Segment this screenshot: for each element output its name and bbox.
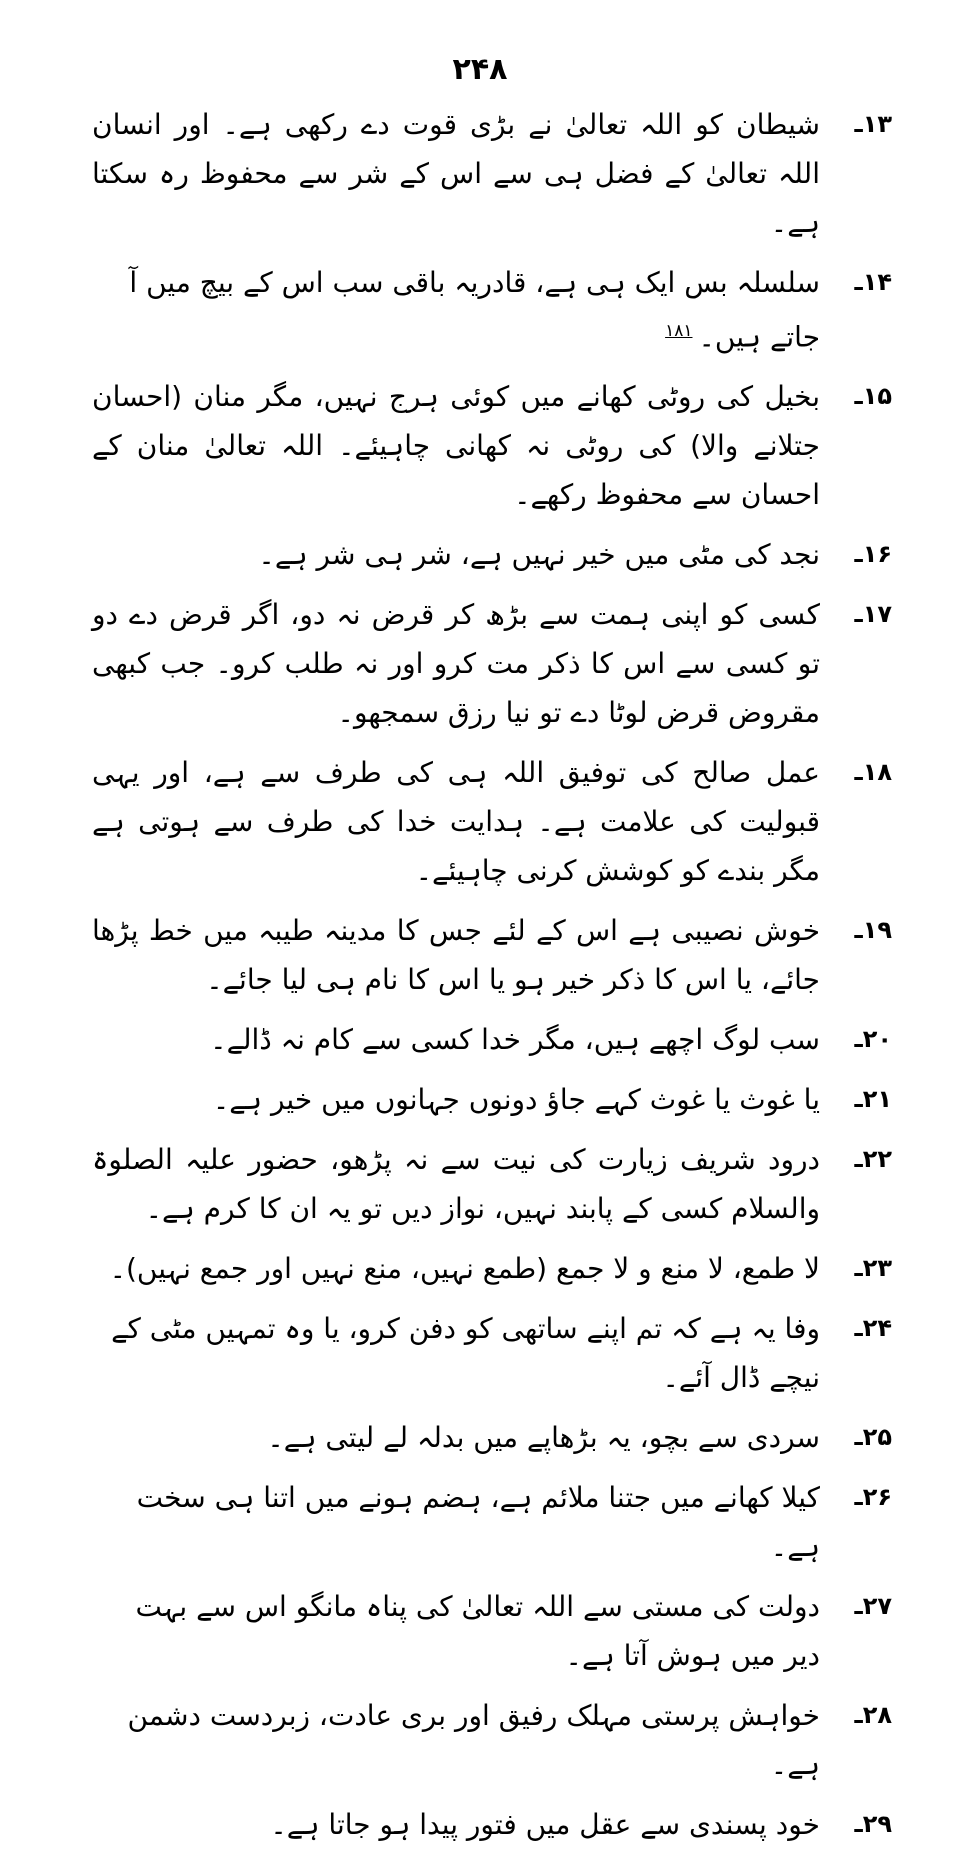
item-text: سلسلہ بس ایک ہی ہے، قادریہ باقی سب اس کے بیچ میں آ جاتے ہیں۔ <box>129 266 820 354</box>
item-text: شیطان کو اللہ تعالیٰ نے بڑی قوت دے رکھی ہے۔ اور انسان اللہ تعالیٰ کے فضل ہی سے اس کے شر سے محفوظ رہ سکتا ہے۔ <box>92 108 820 239</box>
item-number: ۲۶ـ <box>854 1483 892 1512</box>
item-text: سب لوگ اچھے ہیں، مگر خدا کسی سے کام نہ ڈالے۔ <box>210 1023 820 1057</box>
list-item <box>92 1473 892 1571</box>
list-item <box>92 1800 892 1849</box>
list-item <box>92 1691 892 1789</box>
item-number: ۱۹ـ <box>854 916 892 945</box>
sayings-list <box>92 100 892 1860</box>
item-number: ۲۰ـ <box>854 1025 892 1054</box>
page-number: ۲۴۸ <box>452 52 508 87</box>
item-text: کسی کو اپنی ہمت سے بڑھ کر قرض نہ دو، اگر قرض دے دو تو کسی سے اس کا ذکر مت کرو اور نہ طلب کرو۔ جب کبھی مقروض قرض لوٹا دے تو نیا رزق سمجھو۔ <box>92 598 820 730</box>
item-number: ۱۴ـ <box>854 268 892 296</box>
list-item <box>92 1304 892 1402</box>
list-item <box>92 100 892 247</box>
list-item <box>92 1075 892 1124</box>
item-text: لا طمع، لا منع و لا جمع (طمع نہیں، منع نہیں اور جمع نہیں)۔ <box>109 1252 820 1286</box>
item-number: ۱۶ـ <box>854 540 892 569</box>
list-item <box>92 1413 892 1462</box>
list-item <box>92 1015 892 1064</box>
item-number: ۲۳ـ <box>854 1254 892 1283</box>
item-number: ۲۹ـ <box>854 1810 892 1839</box>
list-item <box>92 748 892 895</box>
list-item <box>92 1135 892 1233</box>
item-text: درود شریف زیارت کی نیت سے نہ پڑھو، حضور علیہ الصلوۃ والسلام کسی کے پابند نہیں، نواز دیں تو یہ ان کا کرم ہے۔ <box>92 1143 820 1226</box>
item-number: ۱۸ـ <box>854 758 892 787</box>
item-number: ۲۵ـ <box>854 1423 892 1452</box>
item-number: ۱۳ـ <box>854 110 892 138</box>
list-item <box>92 372 892 519</box>
item-number: ۲۸ـ <box>854 1701 892 1730</box>
item-number: ۲۷ـ <box>854 1592 892 1621</box>
list-item <box>92 1582 892 1680</box>
item-text: سردی سے بچو، یہ بڑھاپے میں بدلہ لے لیتی ہے۔ <box>267 1421 820 1455</box>
item-text: کیلا کھانے میں جتنا ملائم ہے، ہضم ہونے میں اتنا ہی سخت ہے۔ <box>136 1481 820 1564</box>
list-item <box>92 1244 892 1293</box>
item-text: نجد کی مٹی میں خیر نہیں ہے، شر ہی شر ہے۔ <box>258 538 820 572</box>
item-number: ۲۴ـ <box>854 1314 892 1343</box>
item-number: ۲۲ـ <box>854 1145 892 1174</box>
list-item <box>92 530 892 579</box>
item-text: بخیل کی روٹی کھانے میں کوئی ہرج نہیں، مگر منان (احسان جتلانے والا) کی روٹی نہ کھانی چاہیئے۔ اللہ تعالیٰ منان کے احسان سے محفوظ رکھے۔ <box>92 380 820 512</box>
item-text: عمل صالح کی توفیق اللہ ہی کی طرف سے ہے، اور یہی قبولیت کی علامت ہے۔ ہدایت خدا کی طرف سے ہوتی ہے مگر بندے کو کوشش کرنی چاہیئے۔ <box>92 756 820 888</box>
item-text: خود پسندی سے عقل میں فتور پیدا ہو جاتا ہے۔ <box>270 1808 820 1842</box>
list-item <box>92 258 892 361</box>
footnote-marker: ۱۸۱ <box>665 321 693 341</box>
item-text-wrapper <box>92 258 820 361</box>
item-text: وفا یہ ہے کہ تم اپنے ساتھی کو دفن کرو، یا وہ تمہیں مٹی کے نیچے ڈال آئے۔ <box>111 1312 820 1395</box>
item-number: ۱۷ـ <box>854 600 892 629</box>
item-text: خواہش پرستی مہلک رفیق اور بری عادت، زبردست دشمن ہے۔ <box>127 1699 820 1782</box>
item-text: دولت کی مستی سے اللہ تعالیٰ کی پناہ مانگو اس سے بہت دیر میں ہوش آتا ہے۔ <box>135 1590 820 1673</box>
item-number: ۱۵ـ <box>854 382 892 411</box>
list-item <box>92 906 892 1004</box>
item-number: ۲۱ـ <box>854 1085 892 1114</box>
item-text: خوش نصیبی ہے اس کے لئے جس کا مدینہ طیبہ میں خط پڑھا جائے، یا اس کا ذکر خیر ہو یا اس کا نام ہی لیا جائے۔ <box>92 914 820 997</box>
item-text: یا غوث یا غوث کہے جاؤ دونوں جہانوں میں خیر ہے۔ <box>212 1083 820 1117</box>
list-item <box>92 590 892 737</box>
